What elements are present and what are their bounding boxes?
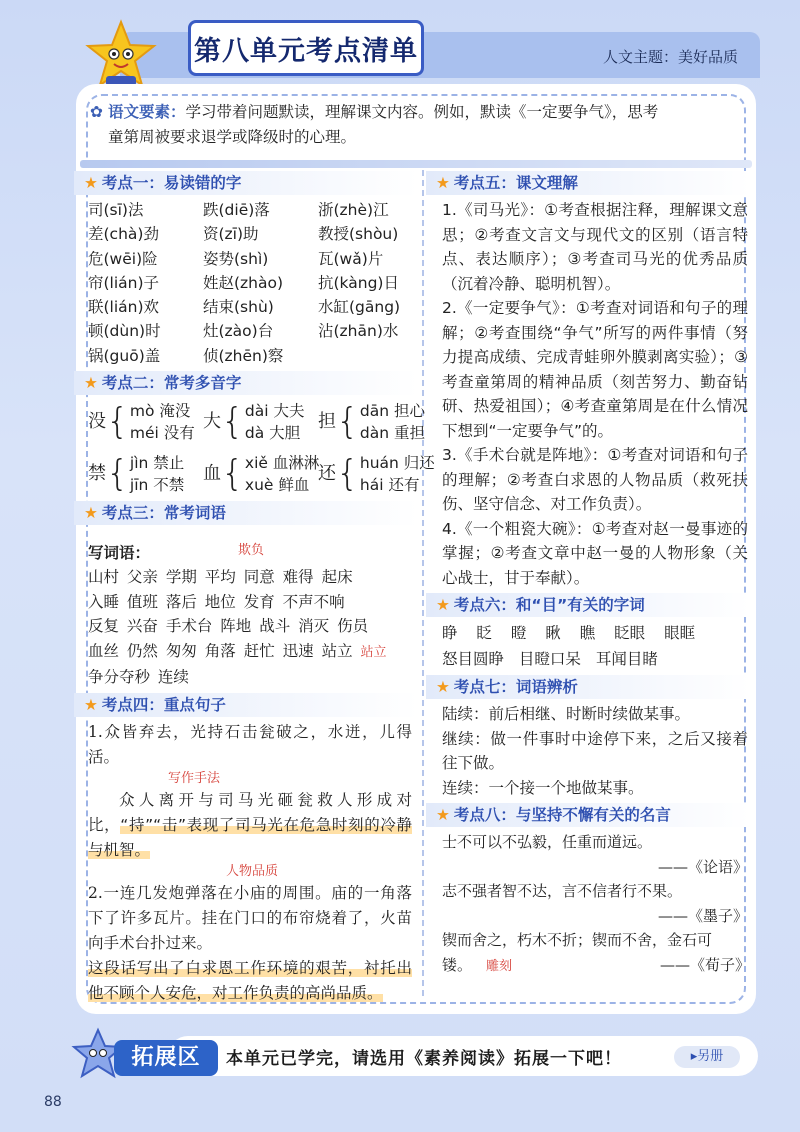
quote-3-end: 镂。 雕刻 ——《荀子》 [442,953,750,980]
star-icon: ★ [436,806,450,824]
section-5-title: ★ 考点五：课文理解 [426,171,750,195]
reading-b: hái 还有 [359,476,420,495]
handwritten-note-bully: 欺负 [238,543,265,559]
brace-icon: { [221,453,244,495]
section-1-title: ★ 考点一：易读错的字 [74,171,418,195]
polyphone-readings [245,400,305,444]
requirement-label: 语文要素： [107,103,186,121]
requirement-text-2: 童第周被要求退学或降级时的心理。 [108,128,357,146]
write-words-label: 写词语： [88,544,151,563]
reading-a: dài 大夫 [244,402,305,421]
eye-words-line-1: 睁 眨 瞪 瞅 瞧 眨眼 眼眶 [442,624,696,642]
pronunciation-item: 顿(dùn)时 [88,322,161,341]
classical-sentence: 1.众皆弃去，光持石击瓮破之，水迸，儿得活。 [88,722,412,766]
reading-a: xiě 血淋淋 [244,454,320,473]
word-line: 血丝 仍然 匆匆 角落 赶忙 迅速 站立 站立 [88,641,387,660]
polyphone-char: 血 [203,463,221,485]
word-line: 入睡 值班 落后 地位 发育 不声不响 [88,592,345,611]
pronunciation-grid [74,198,418,368]
word-line: 反复 兴奋 手术台 阵地 战斗 消灭 伤员 [88,617,369,636]
quote-list [426,830,750,979]
polyphone-readings [130,400,195,444]
polyphone-grid [74,400,435,496]
text-understanding-2: 2.《一定要争气》：①考查对词语和句子的理解；②考查围绕“争气”所写的两件事情（努力提高成绩、完成青蛙卵外膜剥离实验）；③考查童第周的精神品质（刻苦努力、勤奋钻研、热爱祖国）；④考查童第周是在什么情况下想到“一定要争气”的。 [442,299,748,440]
quote-3: 锲而舍之，朽木不折；锲而不舍，金石可 [442,931,713,949]
section-7-title: ★ 考点七：词语辨析 [426,675,750,699]
star-icon: ★ [436,678,450,696]
star-icon: ★ [436,174,450,192]
polyphone-readings [245,452,319,496]
polyphone-char: 还 [318,463,336,485]
word-distinction-3: 连续：一个接一个地做某事。 [442,778,644,797]
eye-words-line-2: 怒目圆睁 目瞪口呆 耳闻目睹 [442,650,658,668]
polyphone-char: 禁 [88,463,106,485]
word-line: 争分夺秒 连续 [88,668,189,687]
reading-a: dān 担心 [359,402,425,421]
reading-a: huán 归还 [359,454,435,473]
polyphone-readings [130,452,184,496]
pronunciation-item: 侦(zhēn)察 [203,346,284,365]
section-4-title: ★ 考点四：重点句子 [74,693,418,717]
pronunciation-item: 帘(lián)子 [88,273,160,292]
polyphone-item [88,452,203,496]
brace-icon: { [221,401,244,443]
flower-icon: ✿ [90,103,103,121]
pronunciation-item: 姓赵(zhào) [203,273,284,292]
star-icon: ★ [84,504,98,523]
star-icon: ★ [436,596,450,614]
pronunciation-item: 沾(zhān)水 [318,322,399,341]
polyphone-char: 大 [203,411,221,433]
text-understanding-4: 4.《一个粗瓷大碗》：①考查对赵一曼事迹的掌握；②考查文章中赵一曼的人物形象（关心战士，甘于奉献）。 [442,519,748,587]
theme-subtitle: 人文主题：美好品质 [602,48,738,66]
language-requirement [90,100,740,150]
page-number: 88 [44,1094,62,1110]
polyphone-item [318,400,433,444]
pronunciation-item: 锅(guō)盖 [88,346,161,365]
requirement-text-1: 学习带着问题默读，理解课文内容。例如，默读《一定要争气》，思考 [185,103,659,121]
sentence-1-explanation: 众人离开与司马光砸瓮救人形成对比，“持”“击”表现了司马光在危急时刻的冷静与机智。 [88,790,412,859]
reading-b: dà 大胆 [244,424,301,443]
quote-2: 志不强者智不达，言不信者行不果。 [442,882,683,900]
reading-a: mò 淹没 [129,402,191,421]
text-understanding-3: 3.《手术台就是阵地》：①考查对词语和句子的理解；②考查白求恩的人物品质（救死扶伤、坚守信念、对工作负责）。 [442,446,748,513]
pronunciation-item: 姿势(shì) [203,249,269,268]
right-column [426,168,750,979]
quote-1-source: ——《论语》 [657,857,748,876]
sentence-2-explanation: 这段话写出了白求恩工作环境的艰苦，衬托出他不顾个人安危，对工作负责的高尚品质。 [88,958,412,1002]
star-icon: ★ [84,695,98,714]
pronunciation-item: 抗(kàng)日 [318,273,399,292]
word-distinction-1: 陆续：前后相继、时断时续做某事。 [442,705,691,723]
handwritten-note-carve: 雕刻 [486,958,513,974]
word-distinction-2: 继续：做一件事时中途停下来，之后又接着往下做。 [442,729,748,772]
section-divider [80,160,752,168]
pronunciation-item: 联(lián)欢 [88,298,160,317]
reading-b: méi 没有 [129,424,195,443]
handwritten-note-technique: 写作手法 [168,770,221,786]
section-6-title: ★ 考点六：和“目”有关的字词 [426,593,750,617]
word-list [74,565,418,690]
star-icon: ★ [84,174,98,192]
polyphone-item [88,400,203,444]
star-icon: ★ [84,374,98,393]
reading-b: xuè 鲜血 [244,476,310,495]
quote-1: 士不可以不弘毅，任重而道远。 [442,833,653,851]
header [80,18,760,80]
star-mascot-icon [84,18,158,92]
pronunciation-item: 资(zī)助 [203,225,259,244]
polyphone-item [203,400,318,444]
pronunciation-item: 司(sī)法 [88,201,144,219]
handwritten-note-quality: 人物品质 [226,863,279,879]
pronunciation-item: 结束(shù) [203,298,274,317]
page-title: 第八单元考点清单 [188,20,424,76]
pronunciation-item: 水缸(gāng) [318,298,401,317]
handwritten-note-stand: 站立 [360,644,387,660]
polyphone-char: 担 [318,411,336,433]
pronunciation-item: 危(wēi)险 [88,249,158,268]
brace-icon: { [106,401,129,443]
quote-3-source: ——《荀子》 [659,955,750,974]
polyphone-readings [360,400,425,444]
sentence-2: 2.一连几发炮弹落在小庙的周围。庙的一角落下了许多瓦片。挂在门口的布帘烧着了，火苗向手术台扑过来。 [88,883,412,952]
polyphone-readings [360,452,435,496]
reading-b: dàn 重担 [359,424,425,443]
extension-label: 拓展区 [114,1040,218,1076]
polyphone-char: 没 [88,411,106,433]
reading-a: jìn 禁止 [129,454,185,473]
word-line: 山村 父亲 学期 平均 同意 难得 起床 [88,568,353,587]
reading-b: jīn 不禁 [129,476,185,495]
pronunciation-item: 跌(diē)落 [203,201,270,219]
pronunciation-item: 浙(zhè)江 [318,201,389,219]
section-3-title: ★ 考点三：常考词语 [74,501,418,525]
pronunciation-item: 差(chà)劲 [88,225,159,244]
pronunciation-item: 灶(zào)台 [203,322,274,341]
extension-area [70,1026,760,1086]
pronunciation-item: 教授(shòu) [318,225,399,244]
quote-2-source: ——《墨子》 [657,906,748,925]
left-column [74,168,435,1006]
brace-icon: { [336,401,359,443]
section-2-title: ★ 考点二：常考多音字 [74,371,418,395]
section-8-title: ★ 考点八：与坚持不懈有关的名言 [426,803,750,827]
brace-icon: { [106,453,129,495]
pronunciation-item: 瓦(wǎ)片 [318,249,384,268]
extension-text: 本单元已学完，请选用《素养阅读》拓展一下吧！ [226,1049,622,1069]
polyphone-item [203,452,318,496]
text-understanding-1: 1.《司马光》：①考查根据注释，理解课文意思；②考查文言文与现代文的区别（语言特点、表达顺序）；③考查司马光的优秀品质（沉着冷静、聪明机智）。 [442,201,748,293]
polyphone-item [318,452,433,496]
separate-book-button[interactable]: ▸另册 [674,1046,740,1068]
brace-icon: { [336,453,359,495]
